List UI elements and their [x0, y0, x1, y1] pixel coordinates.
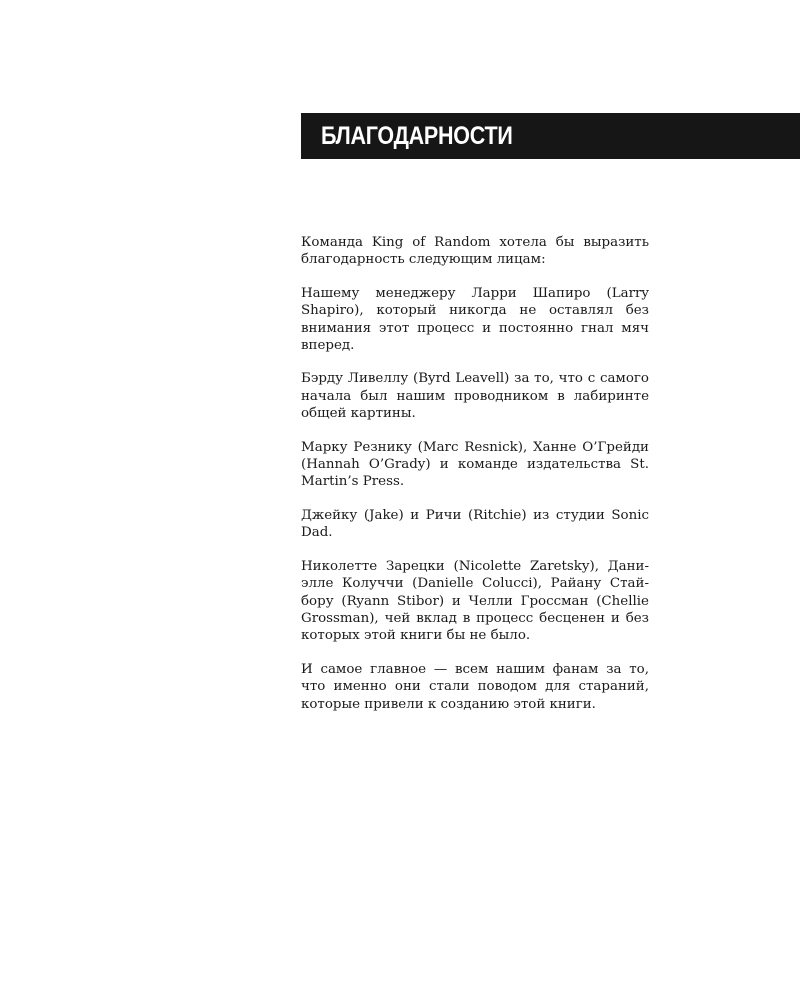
- paragraph-publisher: Марку Резнику (Marc Resnick), Ханне О’Грейди (Hannah O’Grady) и команде издательства St. Martin’s Press.: [301, 439, 649, 490]
- paragraph-fans: И самое главное — всем нашим фанам за то, что именно они стали поводом для стараний, которые привели к созданию этой книги.: [301, 661, 649, 712]
- paragraph-manager: Нашему менеджеру Ларри Шапиро (Larry Shapiro), который никогда не оставлял без внимания этот процесс и постоянно гнал мяч вперед.: [301, 285, 649, 354]
- paragraph-team: Николетте Зарецки (Nicolette Zaretsky), Даниэлле Колуччи (Danielle Colucci), Райану Стайбору (Ryann Stibor) и Челли Гроссман (Chellie Grossman), чей вклад в процесс бесценен и без которых этой книги бы не было.: [301, 558, 649, 644]
- paragraph-agent: Бэрду Ливеллу (Byrd Leavell) за то, что с самого начала был нашим проводником в лабиринте общей картины.: [301, 371, 649, 422]
- acknowledgements-body: [301, 234, 649, 729]
- paragraph-studio: Джейку (Jake) и Ричи (Ritchie) из студии Sonic Dad.: [301, 507, 649, 541]
- chapter-title: БЛАГОДАРНОСТИ: [321, 121, 513, 150]
- paragraph-intro: Команда King of Random хотела бы выразить благодарность следующим лицам:: [301, 235, 649, 268]
- chapter-title-bar: [301, 113, 800, 159]
